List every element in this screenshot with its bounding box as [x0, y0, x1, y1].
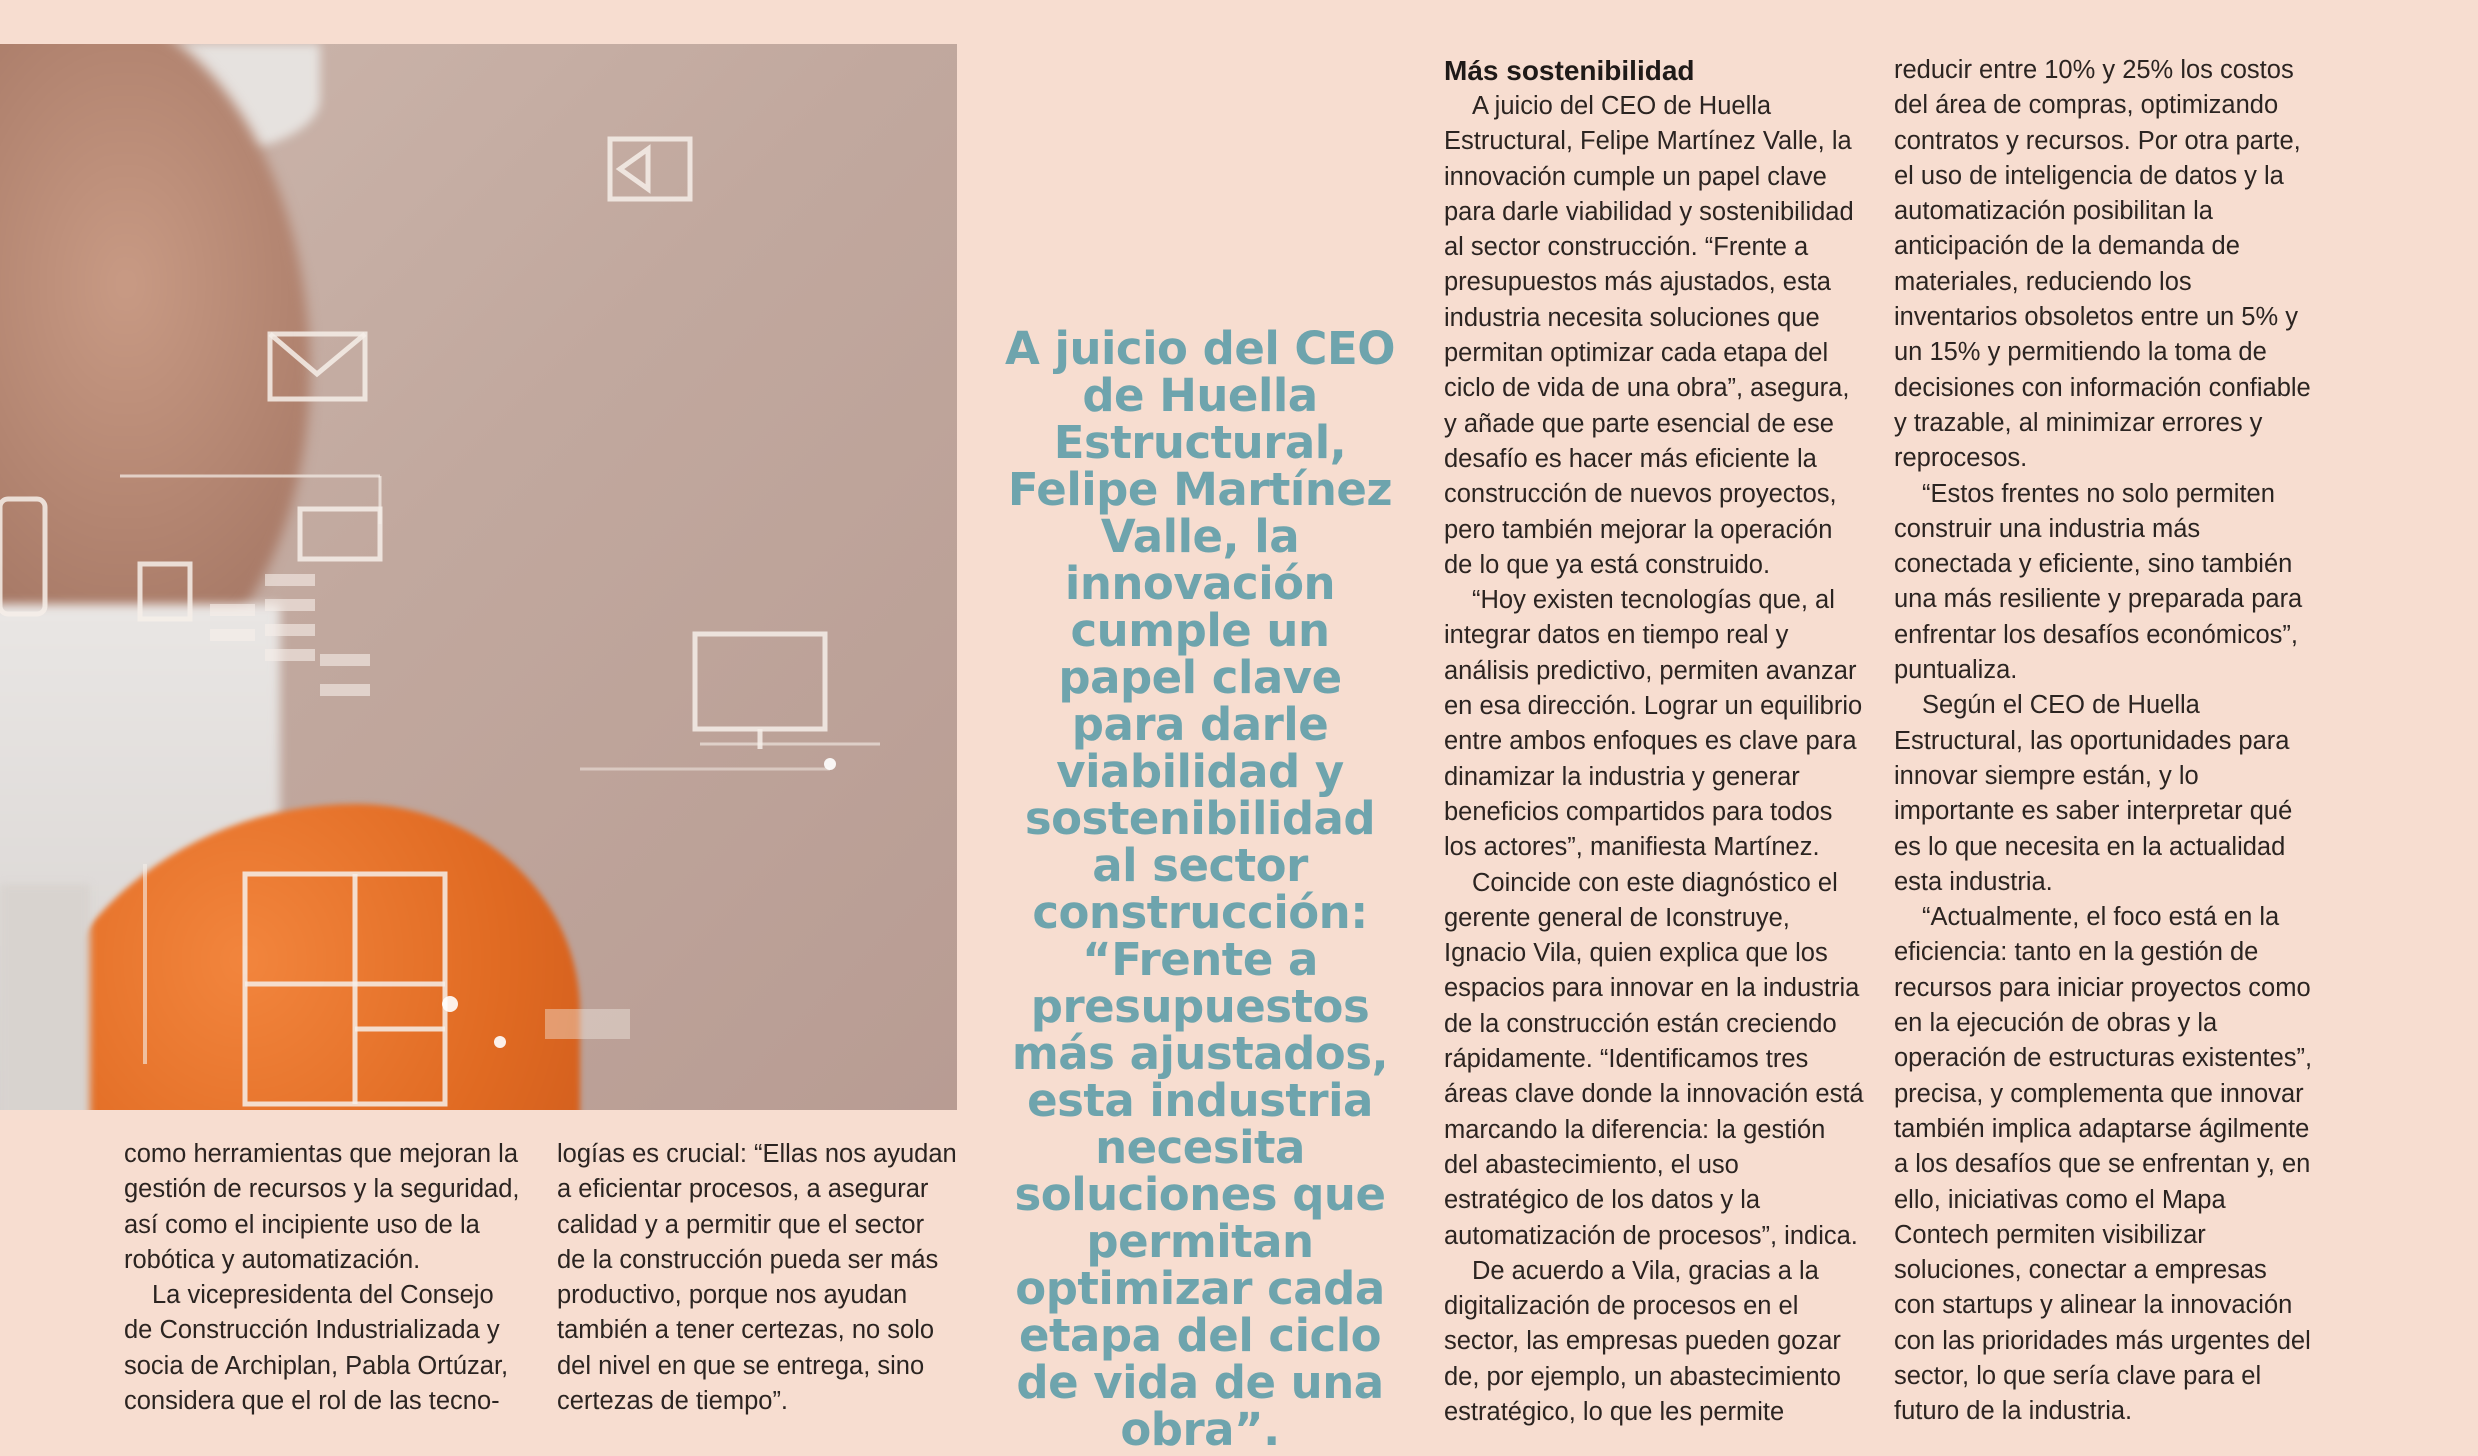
paragraph: “Estos frentes no solo permiten construir una industria más conectada y eficiente, sino también una más resiliente y preparada para enfrentar los desafíos económicos”, puntualiza. [1894, 479, 2303, 685]
paragraph: reducir entre 10% y 25% los costos del área de compras, optimizando contratos y recursos. Por otra parte, el uso de inteligencia de datos y la automatización posibilitan la anticipación de la demanda de materiales, reduciendo los inventarios obsoletos entre un 5% y un 15% y permitiendo la toma de decisiones con información confiable y trazable, al minimizar errores y reprocesos. [1894, 56, 2311, 473]
column-1 [124, 1137, 524, 1419]
paragraph: A juicio del CEO de Huella Estructural, Felipe Martínez Valle, la innovación cumple un papel clave para darle viabilidad y sostenibilidad al sector construcción. “Frente a presupuestos más ajustados, esta industria necesita soluciones que permitan optimizar cada etapa del ciclo de vida de una obra”, asegura, y añade que parte esencial de ese desafío es hacer más eficiente la construcción de nuevos proyectos, pero también mejorar la operación de lo que ya está construido. [1444, 92, 1854, 579]
paragraph: De acuerdo a Vila, gracias a la digitalización de procesos en el sector, las empresas pueden gozar de, por ejemplo, un abastecimiento estratégico, lo que les permite [1444, 1256, 1841, 1426]
column-2 [557, 1137, 957, 1419]
paragraph: “Actualmente, el foco está en la eficiencia: tanto en la gestión de recursos para iniciar proyectos como en la ejecución de obras y la operación de estructuras existentes”, precisa, y complementa que innovar también implica adaptarse ágilmente a los desafíos que se enfrentan y, en ello, iniciativas como el Mapa Contech permiten visibilizar soluciones, conectar a empresas con startups y alinear la innovación con las prioridades más urgentes del sector, lo que sería clave para el futuro de la industria. [1894, 903, 2313, 1426]
pull-quote: A juicio del CEO de Huella Estructural, Felipe Martínez Valle, la innovación cumple un papel clave para darle viabilidad y sostenibilidad al sector construcción: “Frente a presupuestos más ajustados, esta industria necesita soluciones que permitan optimizar cada etapa del ciclo de vida de una obra”. [1005, 322, 1395, 1456]
paragraph: logías es crucial: “Ellas nos ayudan a eficientar procesos, a asegurar calidad y a permitir que el sector de la construcción pueda ser más productivo, porque nos ayudan también a tener certezas, no solo del nivel en que se entrega, sino certezas de tiempo”. [557, 1140, 957, 1416]
cursor-icon [610, 139, 690, 199]
floor-plan-icon [245, 874, 445, 1104]
paragraph: Coincide con este diagnóstico el gerente general de Iconstruye, Ignacio Vila, quien explica que los espacios para innovar en la industria de la construcción están creciendo rápidamente. “Identificamos tres áreas clave donde la innovación está marcando la diferencia: la gestión del abastecimiento, el uso estratégico de los datos y la automatización de procesos”, indica. [1444, 868, 1864, 1250]
section-heading: Más sostenibilidad [1444, 55, 1695, 86]
article-photo [0, 44, 957, 1110]
bar-chart-icon [210, 574, 370, 696]
monitor-icon [695, 634, 825, 749]
paragraph: La vicepresidenta del Consejo de Construcción Industrializada y socia de Archiplan, Pabla Ortúzar, considera que el rol de las tecno- [124, 1281, 509, 1416]
envelope-icon [270, 334, 365, 399]
paragraph: “Hoy existen tecnologías que, al integrar datos en tiempo real y análisis predictivo, permiten avanzar en esa dirección. Lograr un equilibrio entre ambos enfoques es clave para dinamizar la industria y generar beneficios compartidos para todos los actores”, manifiesta Martínez. [1444, 586, 1863, 862]
tag-icon [140, 509, 380, 619]
tech-overlay [0, 44, 957, 1110]
paragraph: como herramientas que mejoran la gestión de recursos y la seguridad, así como el incipiente uso de la robótica y automatización. [124, 1140, 520, 1274]
column-3 [1444, 53, 1864, 1430]
column-4 [1894, 53, 2314, 1430]
paragraph: Según el CEO de Huella Estructural, las oportunidades para innovar siempre están, y lo importante es saber interpretar qué es lo que necesita en la actualidad esta industria. [1894, 691, 2293, 896]
